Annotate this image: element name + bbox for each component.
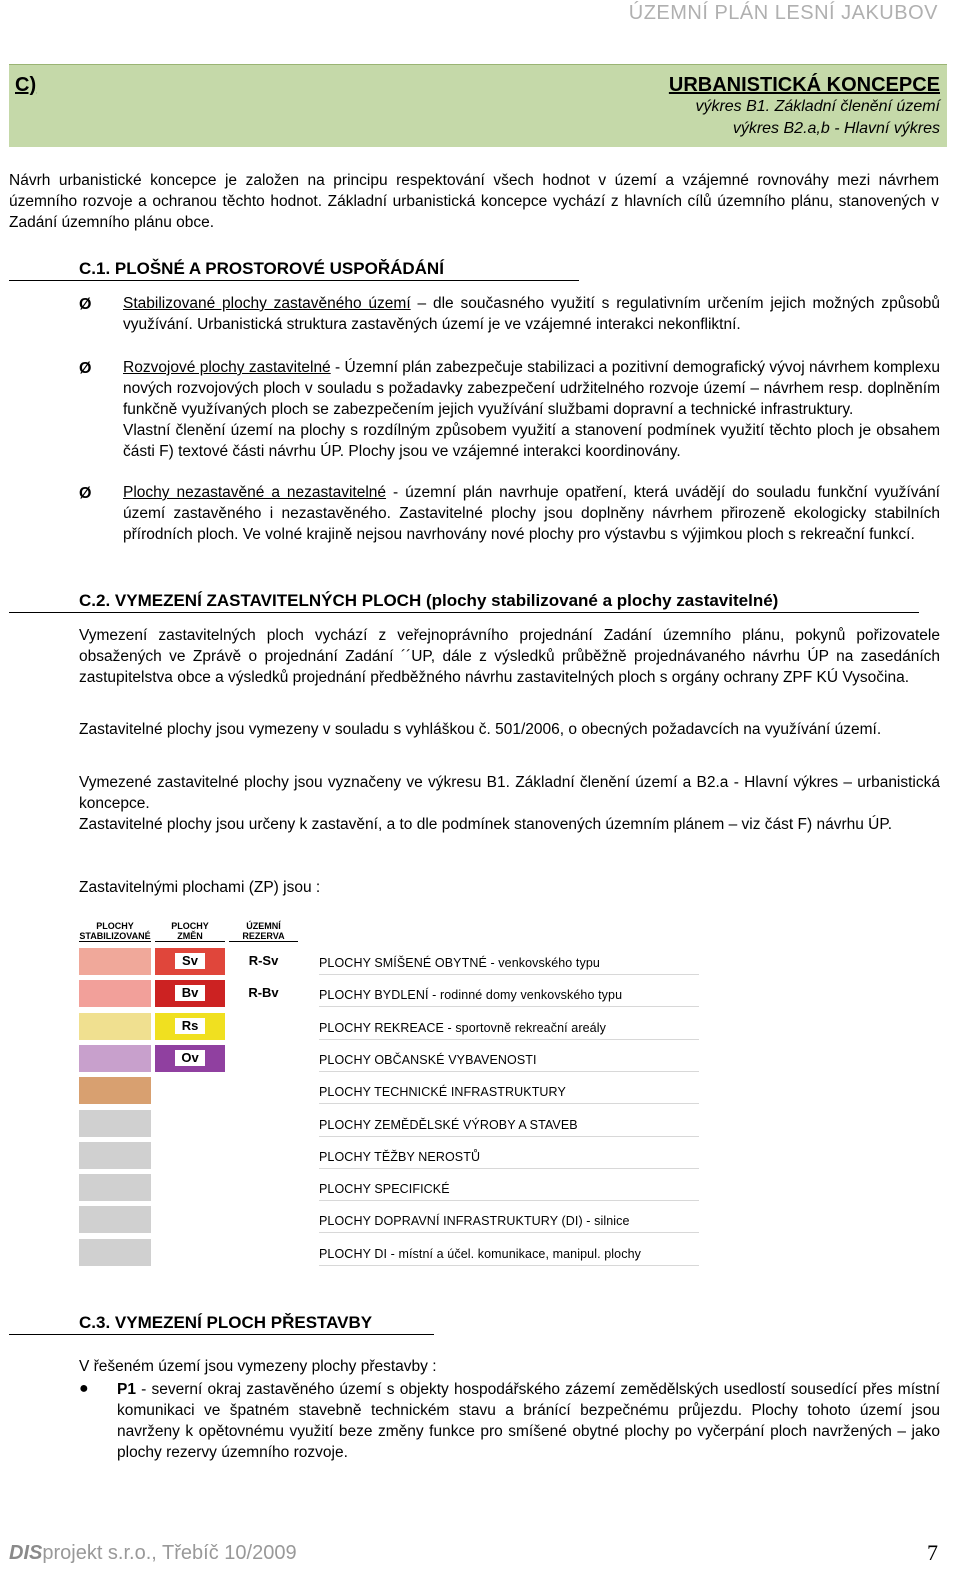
footer-company: [9, 1542, 297, 1565]
legend-row: [79, 1142, 699, 1169]
code-change: Rs: [175, 1018, 205, 1034]
legend-row: [79, 980, 699, 1007]
legend-label: PLOCHY TECHNICKÉ INFRASTRUKTURY: [319, 1085, 566, 1100]
legend-row: [79, 1045, 699, 1072]
legend-row: [79, 1013, 699, 1040]
legend-label: PLOCHY SMÍŠENÉ OBYTNÉ - venkovského typu: [319, 956, 600, 970]
c2-paragraph-4: Zastavitelné plochy jsou určeny k zastavění, a to dle podmínek stanovených územním plánem – viz část F) návrhu ÚP.: [79, 816, 893, 833]
legend-header-stabilized: PLOCHY STABILIZOVANÉ: [79, 921, 151, 941]
c2-paragraph-2: Zastavitelné plochy jsou vymezeny v souladu s vyhláškou č. 501/2006, o obecných požadavcích na využívání území.: [79, 721, 882, 738]
arrow-bullet-icon: Ø: [79, 360, 92, 377]
c3-intro: V řešeném území jsou vymezeny plochy přestavby :: [79, 1358, 437, 1375]
code-change: Ov: [175, 1050, 205, 1066]
legend-label: PLOCHY DI - místní a účel. komunikace, manipul. plochy: [319, 1246, 641, 1261]
legend-row: [79, 1077, 699, 1104]
legend-divider: [319, 1006, 699, 1007]
swatch-stabilized: [79, 1077, 151, 1104]
swatch-stabilized: [79, 1142, 151, 1169]
section-heading-c1: C.1. PLOŠNÉ A PROSTOROVÉ USPOŘÁDÁNÍ: [9, 258, 579, 281]
c2-paragraph-5: Zastavitelnými plochami (ZP) jsou :: [79, 879, 321, 896]
chapter-subtitle-1: výkres B1. Základní členění území: [695, 98, 940, 115]
bullet-development: [79, 357, 940, 462]
legend-divider: [319, 1071, 699, 1072]
legend-divider: [319, 1168, 699, 1169]
legend-divider: [319, 1200, 699, 1201]
bullet-text: - Územní plán zabezpečuje stabilizaci a pozitivní demografický vývoj návrhem komplexu nových rozvojových ploch v souladu s požadavky zabezpečení udržitelného rozvoje území – návrhem resp. doplněním funkčně využívaných ploch se zabezpečením jejich využívání službami dopravní a technické infrastruktury.: [123, 359, 940, 418]
item-label: P1: [117, 1381, 136, 1398]
legend-row: [79, 948, 699, 975]
arrow-bullet-icon: Ø: [79, 296, 92, 313]
bullet-text: – dle současného využití s regulativním určením jejich možných způsobů využívání. Urbanistická struktura zastavěných území je ve vzájemné interakci nekonfliktní.: [123, 295, 941, 333]
c2-paragraph-1: Vymezení zastavitelných ploch vychází z veřejnoprávního projednání Zadání územního plánu, pokynů pořizovatele obsažených ve Zprávě o projednání Zadání ´´UP, dále z výsledků průběžně projednávaného návrhu ÚP na zasedáních zastupitelstva obce a výsledků projednání předběžného návrhu zastavitelných ploch s orgány ochrany ZPF KÚ Vysočina.: [79, 627, 940, 686]
code-reserve: R-Sv: [235, 953, 292, 969]
legend-row: [79, 1239, 699, 1266]
swatch-stabilized: [79, 980, 151, 1007]
land-use-legend: [79, 912, 699, 1272]
legend-row: [79, 1174, 699, 1201]
legend-row: [79, 1206, 699, 1233]
section-heading-c2: C.2. VYMEZENÍ ZASTAVITELNÝCH PLOCH (plochy stabilizované a plochy zastavitelné): [9, 590, 919, 613]
legend-label: PLOCHY BYDLENÍ - rodinné domy venkovského typu: [319, 988, 623, 1003]
swatch-stabilized: [79, 1110, 151, 1137]
bullet-label: Rozvojové plochy zastavitelné: [123, 359, 331, 376]
arrow-bullet-icon: Ø: [79, 485, 92, 502]
intro-paragraph: Návrh urbanistické koncepce je založen na principu respektování všech hodnot v území a vzájemné rovnováhy mezi návrhem územního rozvoje a ochranou těchto hodnot. Základní urbanistická koncepce vychází z hlavních cílů územního plánu, stanovených v Zadání územního plánu obce.: [9, 172, 939, 231]
legend-label: PLOCHY OBČANSKÉ VYBAVENOSTI: [319, 1052, 537, 1067]
section-heading-c3: C.3. VYMEZENÍ PLOCH PŘESTAVBY: [9, 1312, 434, 1335]
code-change: Bv: [175, 985, 205, 1001]
legend-divider: [319, 974, 699, 975]
bullet-label: Stabilizované plochy zastavěného území: [123, 295, 411, 312]
swatch-stabilized: [79, 1045, 151, 1072]
chapter-subtitle-2: výkres B2.a,b - Hlavní výkres: [732, 120, 940, 137]
list-item-p1: [79, 1379, 940, 1463]
code-reserve: R-Bv: [235, 985, 292, 1001]
bullet-dot-icon: ●: [79, 1380, 89, 1397]
chapter-letter: C): [15, 74, 37, 96]
legend-divider: [319, 1103, 699, 1104]
legend-header-changes: PLOCHY ZMĚN: [155, 921, 225, 942]
legend-label: PLOCHY DOPRAVNÍ INFRASTRUKTURY (DI) - silnice: [319, 1214, 630, 1229]
code-change: Sv: [175, 953, 205, 969]
legend-label: PLOCHY SPECIFICKÉ: [319, 1182, 450, 1197]
legend-divider: [319, 1136, 699, 1137]
swatch-stabilized: [79, 1013, 151, 1040]
item-text: - severní okraj zastavěného území s objekty hospodářského zázemí zemědělských usedlostí sousedící přes místní komunikaci ve špatném stavebně technickém stavu a bránící bezpečnému průjezdu. Plochy tohoto území jsou navrženy k opětovnému využití beze změny funkce pro smíšené obytné plochy po vyčerpání ploch navržených – jako plochy rezervy územního rozvoje.: [117, 1381, 940, 1461]
page-number: 7: [927, 1540, 938, 1565]
swatch-stabilized: [79, 948, 151, 975]
legend-row: [79, 1110, 699, 1137]
bullet-unbuilt: [79, 482, 940, 545]
legend-header-reserve: ÚZEMNÍ REZERVA: [229, 921, 298, 942]
chapter-header: [9, 64, 947, 147]
c2-paragraph-3: Vymezené zastavitelné plochy jsou vyznačeny ve výkresu B1. Základní členění území a B2.a - Hlavní výkres – urbanistická koncepce.: [79, 774, 940, 812]
bullet-label: Plochy nezastavěné a nezastavitelné: [123, 484, 387, 501]
swatch-stabilized: [79, 1239, 151, 1266]
legend-divider: [319, 1265, 699, 1266]
legend-divider: [319, 1039, 699, 1040]
legend-label: PLOCHY REKREACE - sportovně rekreační areály: [319, 1020, 606, 1035]
swatch-stabilized: [79, 1206, 151, 1233]
swatch-stabilized: [79, 1174, 151, 1201]
running-header: ÚZEMNÍ PLÁN LESNÍ JAKUBOV: [628, 2, 938, 24]
chapter-title: URBANISTICKÁ KONCEPCE: [668, 74, 940, 96]
company-text: projekt s.r.o., Třebíč 10/2009: [42, 1542, 297, 1564]
bullet-extra-text: Vlastní členění území na plochy s rozdílným způsobem využití a stanovení podmínek využití těchto ploch je obsahem části F) textové části návrhu ÚP. Plochy jsou ve vzájemné interakci koordinovány.: [123, 422, 940, 460]
bullet-text: - územní plán navrhuje opatření, která uvádějí do souladu funkční využívání území zastavěného i nezastavěného. Zastavitelné plochy jsou doplněny návrhem přirozeně ekologicky stabilních přírodních ploch. Ve volné krajině nejsou navrhovány nové plochy pro výstavbu s výjimkou ploch s rekreační funkcí.: [123, 484, 940, 543]
bullet-stabilized: [79, 293, 940, 335]
brand-logo: DIS: [9, 1542, 43, 1564]
legend-divider: [319, 1232, 699, 1233]
legend-label: PLOCHY ZEMĚDĚLSKÉ VÝROBY A STAVEB: [319, 1117, 578, 1132]
legend-label: PLOCHY TĚŽBY NEROSTŮ: [319, 1149, 481, 1164]
